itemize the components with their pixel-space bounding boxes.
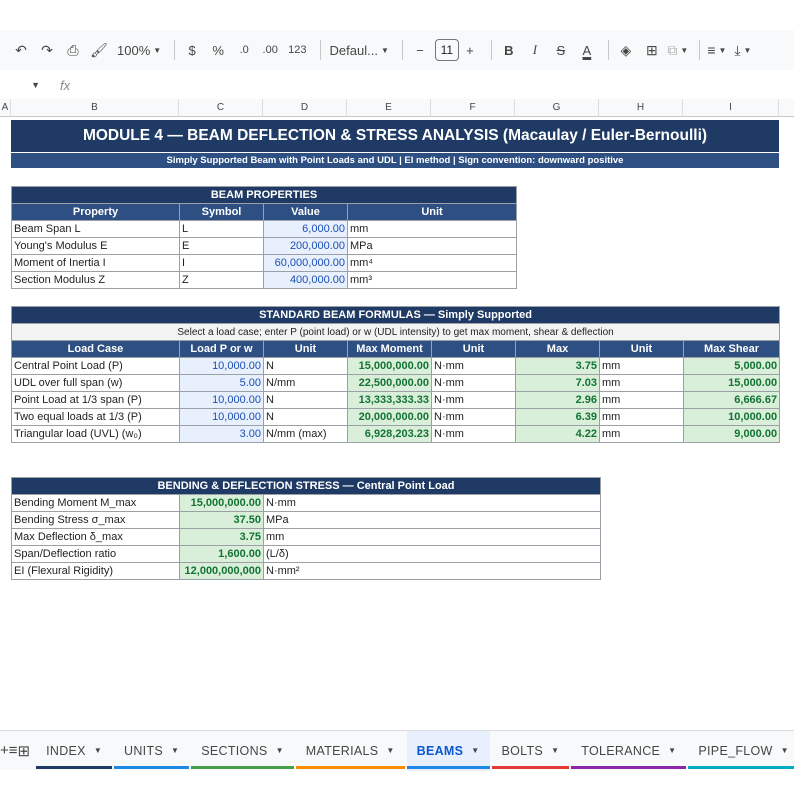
unit-cell[interactable]: N/mm (max) xyxy=(264,426,348,443)
sheet-tabs xyxy=(36,731,794,771)
sheet-tab-label: SECTIONS xyxy=(201,743,268,758)
stress-results-table xyxy=(11,477,601,580)
column-label: Value xyxy=(264,204,348,221)
sheet-tab[interactable] xyxy=(492,731,570,771)
merge-cells-icon[interactable]: ⧉ ▼ xyxy=(667,41,689,58)
unit-cell[interactable]: MPa xyxy=(348,238,517,255)
sheet-tab[interactable] xyxy=(36,731,112,771)
chevron-down-icon[interactable]: ▼ xyxy=(551,746,560,755)
result-cell[interactable]: 3.75 xyxy=(180,529,264,546)
sheet-tab-label: TOLERANCE xyxy=(581,743,661,758)
page-subtitle: Simply Supported Beam with Point Loads and UDL | EI method | Sign convention: downward positive xyxy=(11,153,779,168)
unit-cell[interactable]: mm xyxy=(600,409,684,426)
divider xyxy=(608,40,609,60)
font-select[interactable] xyxy=(327,36,392,64)
sheet-tab-color-bar xyxy=(407,766,490,769)
redo-icon[interactable]: ↷ xyxy=(41,41,53,58)
text-color-button[interactable]: A xyxy=(582,42,592,58)
table-row xyxy=(12,495,601,512)
page-title: MODULE 4 — BEAM DEFLECTION & STRESS ANALYSIS (Macaulay / Euler-Bernoulli) xyxy=(11,120,779,152)
column-label: Unit xyxy=(432,341,516,358)
symbol-cell[interactable]: Z xyxy=(180,272,264,289)
column-label: Max xyxy=(516,341,600,358)
print-icon[interactable]: ⎙ xyxy=(67,41,79,58)
max-deflection-cell[interactable]: 6.39 xyxy=(516,409,600,426)
table-row xyxy=(12,409,780,426)
section-header: BEAM PROPERTIES xyxy=(12,187,517,204)
load-input-cell[interactable]: 5.00 xyxy=(180,375,264,392)
chevron-down-icon: ▼ xyxy=(153,45,162,55)
load-case-cell[interactable]: Two equal loads at 1/3 (P) xyxy=(12,409,180,426)
sheet-grid xyxy=(0,118,794,722)
result-cell[interactable]: 1,600.00 xyxy=(180,546,264,563)
unit-cell[interactable]: N·mm xyxy=(432,392,516,409)
sheet-tab-label: MATERIALS xyxy=(305,743,379,758)
max-shear-cell[interactable]: 15,000.00 xyxy=(684,375,780,392)
number-format-button[interactable]: 123 xyxy=(288,44,307,56)
table-row xyxy=(12,563,601,580)
column-header[interactable]: B xyxy=(11,99,179,117)
font-value: Defaul... xyxy=(329,42,378,58)
chevron-down-icon: ▼ xyxy=(380,45,389,55)
max-moment-cell[interactable]: 13,333,333.33 xyxy=(348,392,432,409)
chevron-down-icon[interactable]: ▼ xyxy=(471,746,480,755)
max-moment-cell[interactable]: 15,000,000.00 xyxy=(348,358,432,375)
unit-cell[interactable]: N·mm xyxy=(432,409,516,426)
column-label: Unit xyxy=(600,341,684,358)
unit-cell[interactable]: (L/δ) xyxy=(264,546,601,563)
symbol-cell[interactable]: I xyxy=(180,255,264,272)
unit-cell[interactable]: N·mm xyxy=(432,358,516,375)
sheet-tab-color-bar xyxy=(191,766,294,769)
load-input-cell[interactable]: 3.00 xyxy=(180,426,264,443)
unit-cell[interactable]: N xyxy=(264,409,348,426)
align-left-icon[interactable]: ≡ ▼ xyxy=(707,42,727,58)
vertical-align-icon[interactable]: ⤓ ▼ xyxy=(734,41,752,58)
table-row xyxy=(12,512,601,529)
sheet-tab-label: BOLTS xyxy=(501,743,544,758)
column-header[interactable]: H xyxy=(599,99,683,117)
column-header[interactable]: G xyxy=(515,99,599,117)
table-row xyxy=(12,238,517,255)
chevron-down-icon[interactable]: ▼ xyxy=(386,746,395,755)
unit-cell[interactable]: mm xyxy=(348,221,517,238)
column-header[interactable]: I xyxy=(683,99,779,117)
max-shear-cell[interactable]: 9,000.00 xyxy=(684,426,780,443)
sheet-tab[interactable] xyxy=(688,731,794,771)
divider xyxy=(402,40,403,60)
increase-decimal-button[interactable]: .00 xyxy=(262,44,278,56)
column-label: Max Moment xyxy=(348,341,432,358)
result-cell[interactable]: 12,000,000,000 xyxy=(180,563,264,580)
load-case-cell[interactable]: UDL over full span (w) xyxy=(12,375,180,392)
property-cell[interactable]: Section Modulus Z xyxy=(12,272,180,289)
table-row xyxy=(12,529,601,546)
load-case-cell[interactable]: Triangular load (UVL) (w₀) xyxy=(12,426,180,443)
property-cell[interactable]: Beam Span L xyxy=(12,221,180,238)
label-cell[interactable]: Span/Deflection ratio xyxy=(12,546,180,563)
sheet-grid-icon[interactable]: ⊞ xyxy=(17,742,31,760)
chevron-down-icon[interactable]: ▼ xyxy=(31,80,40,90)
load-input-cell[interactable]: 10,000.00 xyxy=(180,358,264,375)
divider xyxy=(699,40,700,60)
column-headers xyxy=(0,99,794,117)
unit-cell[interactable]: N·mm xyxy=(264,495,601,512)
toolbar xyxy=(0,30,794,70)
all-sheets-icon[interactable]: ≡ xyxy=(8,742,18,759)
chevron-down-icon[interactable]: ▼ xyxy=(93,746,103,755)
label-cell[interactable]: Max Deflection δ_max xyxy=(12,529,180,546)
chevron-down-icon[interactable]: ▼ xyxy=(171,746,180,755)
result-cell[interactable]: 37.50 xyxy=(180,512,264,529)
property-cell[interactable]: Young's Modulus E xyxy=(12,238,180,255)
load-case-cell[interactable]: Point Load at 1/3 span (P) xyxy=(12,392,180,409)
table-row xyxy=(12,272,517,289)
property-cell[interactable]: Moment of Inertia I xyxy=(12,255,180,272)
table-row xyxy=(12,426,780,443)
sheet-tab-color-bar xyxy=(36,766,112,769)
unit-cell[interactable]: mm⁴ xyxy=(348,255,517,272)
max-deflection-cell[interactable]: 2.96 xyxy=(516,392,600,409)
decrease-decimal-button[interactable]: .0 xyxy=(239,44,249,56)
column-header[interactable]: E xyxy=(347,99,431,117)
fill-color-icon[interactable]: ◈ xyxy=(620,41,632,58)
symbol-cell[interactable]: E xyxy=(180,238,264,255)
sheet-tab[interactable] xyxy=(296,731,405,771)
unit-cell[interactable]: mm xyxy=(600,392,684,409)
sheet-tab-color-bar xyxy=(688,766,794,769)
unit-cell[interactable]: N·mm² xyxy=(264,563,601,580)
max-deflection-cell[interactable]: 3.75 xyxy=(516,358,600,375)
sheet-tab-label: INDEX xyxy=(46,743,86,758)
paint-format-icon[interactable]: 🖌 xyxy=(90,41,108,58)
beam-properties-table xyxy=(11,186,517,289)
sheet-tab[interactable] xyxy=(114,731,189,771)
add-sheet-icon[interactable]: + xyxy=(0,742,9,759)
max-shear-cell[interactable]: 5,000.00 xyxy=(684,358,780,375)
italic-button[interactable]: I xyxy=(532,42,538,57)
zoom-select[interactable] xyxy=(114,36,164,64)
column-label: Load Case xyxy=(12,341,180,358)
column-label: Property xyxy=(12,204,180,221)
column-header[interactable]: C xyxy=(179,99,263,117)
unit-cell[interactable]: MPa xyxy=(264,512,601,529)
table-row xyxy=(12,375,780,392)
unit-cell[interactable]: mm xyxy=(600,358,684,375)
unit-cell[interactable]: N xyxy=(264,392,348,409)
font-size-input[interactable]: 11 xyxy=(435,39,459,61)
unit-cell[interactable]: N·mm xyxy=(432,426,516,443)
beam-formulas-table xyxy=(11,306,780,443)
column-label: Symbol xyxy=(180,204,264,221)
instruction-note: Select a load case; enter P (point load) or w (UDL intensity) to get max moment, shear & deflection xyxy=(12,324,780,341)
unit-cell[interactable]: N/mm xyxy=(264,375,348,392)
table-row xyxy=(12,392,780,409)
max-moment-cell[interactable]: 20,000,000.00 xyxy=(348,409,432,426)
unit-cell[interactable]: mm xyxy=(600,426,684,443)
divider xyxy=(491,40,492,60)
max-shear-cell[interactable]: 6,666.67 xyxy=(684,392,780,409)
max-deflection-cell[interactable]: 7.03 xyxy=(516,375,600,392)
sheet-tab-label: UNITS xyxy=(124,743,164,758)
sheet-tab-color-bar xyxy=(571,766,686,769)
borders-icon[interactable]: ⊞ xyxy=(646,41,658,58)
sheet-tab[interactable] xyxy=(407,731,490,771)
divider xyxy=(320,40,321,60)
table-row xyxy=(12,358,780,375)
section-header: STANDARD BEAM FORMULAS — Simply Supported xyxy=(12,307,780,324)
column-label: Load P or w xyxy=(180,341,264,358)
percent-button[interactable]: % xyxy=(212,42,224,58)
max-moment-cell[interactable]: 22,500,000.00 xyxy=(348,375,432,392)
sheet-tabs-bar xyxy=(0,730,794,770)
input-cell[interactable]: 60,000,000.00 xyxy=(264,255,348,272)
sheet-tab-color-bar xyxy=(492,766,570,769)
input-cell[interactable]: 400,000.00 xyxy=(264,272,348,289)
sheet-tab-color-bar xyxy=(296,766,405,769)
font-size-increase-button[interactable]: + xyxy=(466,42,474,58)
column-header[interactable]: F xyxy=(431,99,515,117)
unit-cell[interactable]: mm xyxy=(600,375,684,392)
label-cell[interactable]: Bending Moment M_max xyxy=(12,495,180,512)
column-label: Unit xyxy=(264,341,348,358)
load-case-cell[interactable]: Central Point Load (P) xyxy=(12,358,180,375)
column-label: Unit xyxy=(348,204,517,221)
chevron-down-icon[interactable]: ▼ xyxy=(668,746,677,755)
table-row xyxy=(12,255,517,272)
column-label: Max Shear xyxy=(684,341,780,358)
sheet-tab-color-bar xyxy=(114,766,189,769)
divider xyxy=(174,40,175,60)
column-header[interactable]: D xyxy=(263,99,347,117)
undo-icon[interactable]: ↶ xyxy=(15,41,27,58)
label-cell[interactable]: Bending Stress σ_max xyxy=(12,512,180,529)
load-input-cell[interactable]: 10,000.00 xyxy=(180,392,264,409)
unit-cell[interactable]: N·mm xyxy=(432,375,516,392)
table-row xyxy=(12,221,517,238)
label-cell[interactable]: EI (Flexural Rigidity) xyxy=(12,563,180,580)
sheet-tab[interactable] xyxy=(191,731,294,771)
input-cell[interactable]: 6,000.00 xyxy=(264,221,348,238)
fx-label: fx xyxy=(60,77,71,93)
result-cell[interactable]: 15,000,000.00 xyxy=(180,495,264,512)
sheet-tab[interactable] xyxy=(571,731,686,771)
section-header: BENDING & DEFLECTION STRESS — Central Point Load xyxy=(12,478,601,495)
sheet-tab-label: PIPE_FLOW xyxy=(698,743,773,758)
formula-bar xyxy=(0,72,794,98)
unit-cell[interactable]: N xyxy=(264,358,348,375)
max-shear-cell[interactable]: 10,000.00 xyxy=(684,409,780,426)
unit-cell[interactable]: mm³ xyxy=(348,272,517,289)
symbol-cell[interactable]: L xyxy=(180,221,264,238)
load-input-cell[interactable]: 10,000.00 xyxy=(180,409,264,426)
chevron-down-icon[interactable]: ▼ xyxy=(275,746,284,755)
column-header[interactable]: A xyxy=(0,99,11,117)
table-row xyxy=(12,546,601,563)
strikethrough-button[interactable]: S xyxy=(556,42,566,58)
currency-button[interactable]: $ xyxy=(188,42,196,58)
chevron-down-icon[interactable]: ▼ xyxy=(780,746,789,755)
max-moment-cell[interactable]: 6,928,203.23 xyxy=(348,426,432,443)
bold-button[interactable]: B xyxy=(504,42,514,58)
sheet-tab-label: BEAMS xyxy=(416,743,464,758)
unit-cell[interactable]: mm xyxy=(264,529,601,546)
max-deflection-cell[interactable]: 4.22 xyxy=(516,426,600,443)
font-size-decrease-button[interactable]: − xyxy=(416,42,424,58)
zoom-value: 100% xyxy=(117,42,151,58)
input-cell[interactable]: 200,000.00 xyxy=(264,238,348,255)
